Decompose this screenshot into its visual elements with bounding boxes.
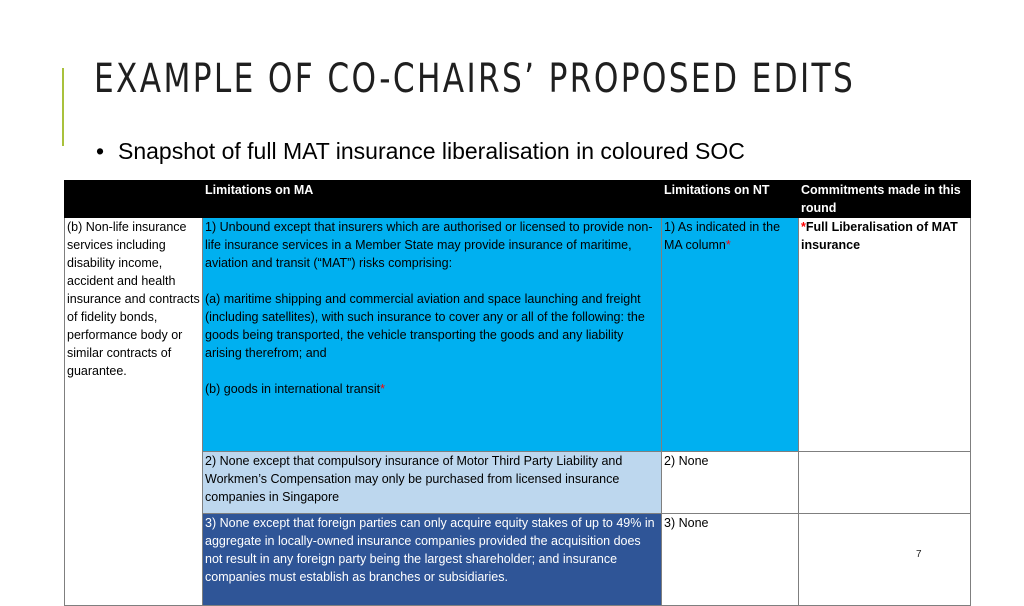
mode1-ma-para3	[205, 380, 659, 398]
mode1-ma-para2: (a) maritime shipping and commercial aviation and space launching and freight (including satellites), with such insurance to cover any or all of the following: the goods being transported, the vehicle transporting the goods and any liability arising therefrom; and	[205, 292, 645, 360]
header-limitations-nt: Limitations on NT	[662, 181, 799, 218]
table-row	[65, 218, 971, 452]
header-commitments: Commitments made in this round	[799, 181, 971, 218]
bullet-item	[96, 138, 745, 165]
slide-title: EXAMPLE OF CO-CHAIRS’ PROPOSED EDITS	[94, 56, 856, 102]
mode1-ma-para3-text: (b) goods in international transit	[205, 382, 381, 396]
mode2-commitment-cell	[799, 452, 971, 514]
asterisk-marker: *	[380, 382, 385, 396]
bullet-dot-icon: •	[96, 138, 105, 164]
mode1-nt-cell	[662, 218, 799, 452]
asterisk-marker: *	[725, 238, 731, 252]
mode1-commitment-cell	[799, 218, 971, 452]
mode3-nt-cell	[662, 514, 799, 606]
soc-table	[64, 180, 971, 606]
mode3-ma-cell	[203, 514, 662, 606]
sector-text: (b) Non-life insurance services including disability income, accident and health insurance and contracts of fidelity bonds, performance body or similar contracts of guarantee.	[67, 220, 200, 378]
mode3-nt-text: 3) None	[664, 516, 709, 530]
title-accent-bar	[62, 68, 64, 146]
mode3-ma-text: 3) None except that foreign parties can only acquire equity stakes of up to 49% in aggregate in locally-owned insurance companies provided the acquisition does not result in any foreign party being the largest shareholder; and insurance companies must establish as branches or subsidiaries.	[205, 516, 655, 584]
header-sector	[65, 181, 203, 218]
mode1-commitment-text: Full Liberalisation of MAT insurance	[801, 220, 958, 252]
mode3-commitment-cell	[799, 514, 971, 606]
mode1-ma-para1: 1) Unbound except that insurers which are authorised or licensed to provide non-life insurance services in a Member State may provide insurance of maritime, aviation and transit (“MAT”) risks comprising:	[205, 220, 653, 270]
asterisk-marker: *	[801, 220, 806, 234]
mode2-nt-text: 2) None	[664, 454, 709, 468]
sector-cell	[65, 218, 203, 606]
mode1-ma-cell	[203, 218, 662, 452]
table-header-row	[65, 181, 971, 218]
page-number: 7	[916, 549, 922, 560]
mode1-nt-text: 1) As indicated in the MA column	[664, 220, 781, 252]
header-limitations-ma: Limitations on MA	[203, 181, 662, 218]
bullet-text: Snapshot of full MAT insurance liberalisation in coloured SOC	[118, 138, 745, 164]
mode2-ma-text: 2) None except that compulsory insurance of Motor Third Party Liability and Workmen’s Compensation may only be purchased from licensed insurance companies in Singapore	[205, 454, 623, 504]
mode2-nt-cell	[662, 452, 799, 514]
mode2-ma-cell	[203, 452, 662, 514]
